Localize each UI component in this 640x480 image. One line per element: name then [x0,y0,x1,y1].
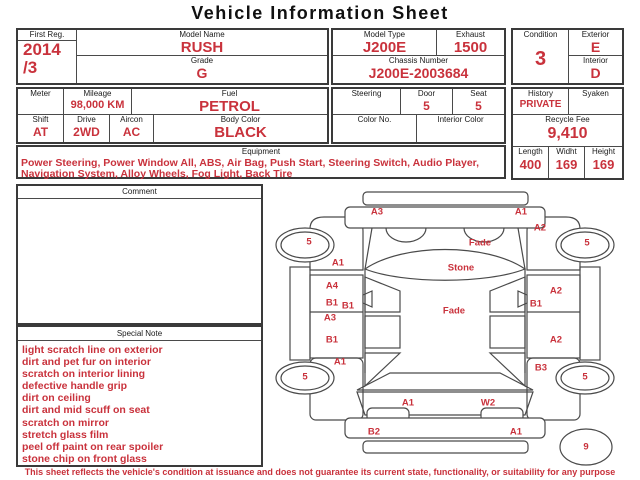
field-exterior-value: E [590,39,601,55]
damage-label: A1 [509,426,523,438]
field-length [513,147,549,178]
left-door-panels [310,275,363,358]
damage-label: B1 [325,297,339,309]
field-exterior [569,30,622,56]
special-note-box [16,325,263,467]
front-top-bar [363,192,528,205]
wheel-front-left [276,228,334,262]
field-interior [569,56,622,83]
damage-label: B1 [325,334,339,346]
headlight-right [464,228,504,242]
wheel-rear-left [276,362,334,394]
damage-label: 5 [582,371,588,383]
field-model-name [77,30,327,56]
field-model-type [333,30,437,56]
special-note-item: stone chip on front glass [22,452,147,465]
field-meter [18,89,64,115]
field-chassis-number [333,56,504,83]
field-model-type-label: Model Type [363,30,406,39]
field-grade-value: G [196,65,208,81]
headlight-left [386,228,426,242]
field-condition [513,30,569,83]
special-note-item: stretch glass film [22,428,109,441]
special-note-item: scratch on interior lining [22,368,146,381]
field-seat-label: Seat [470,89,487,98]
front-bumper [345,207,545,228]
field-mileage-value: 98,000 KM [70,99,125,111]
right-rear-window [490,316,525,348]
field-model-name-value: RUSH [180,39,224,56]
field-recycle-fee [513,115,622,147]
field-door-label: Door [417,89,436,98]
field-color-no [333,115,417,142]
field-shift [18,115,64,142]
field-history-value: PRIVATE [519,99,562,110]
mechanical-box [16,87,329,144]
field-chassis-number-value: J200E-2003684 [368,65,469,81]
damage-label: 5 [306,236,312,248]
field-model-name-label: Model Name [179,30,225,39]
right-door-panels [527,275,580,358]
rear-bottom-bar [363,441,528,453]
special-note-item: dirt and mid scuff on seat [22,404,150,417]
rear-window [357,373,533,390]
field-first-reg-label: First Reg. [18,30,76,41]
damage-label: B2 [367,426,381,438]
field-mileage-label: Mileage [83,89,112,98]
field-fuel-value: PETROL [199,98,260,115]
field-drive-label: Drive [77,115,96,124]
special-note-item: defective handle grip [22,380,128,393]
field-interior-color-label: Interior Color [437,115,484,124]
field-body-color [154,115,327,142]
comment-label: Comment [18,186,261,199]
special-note-item: scratch on mirror [22,416,109,429]
field-exhaust-label: Exhaust [456,30,485,39]
field-length-value: 400 [519,157,542,172]
field-exhaust-value: 1500 [453,39,488,56]
windshield [365,250,525,281]
field-chassis-number-label: Chassis Number [388,56,449,65]
field-fuel [132,89,327,115]
special-note-item: dirt on ceiling [22,392,91,405]
field-height-label: Height [591,147,616,156]
cabin-box [331,87,506,144]
field-seat-value: 5 [475,99,482,113]
field-condition-value: 3 [534,48,547,70]
field-widht-label: Widht [556,147,577,156]
left-sill-strip [290,267,310,360]
field-body-color-label: Body Color [220,115,261,124]
damage-label: A1 [331,257,345,269]
field-shift-label: Shift [32,115,49,124]
field-aircon-value: AC [122,125,141,139]
field-drive [64,115,110,142]
field-model-type-value: J200E [362,39,407,56]
field-first-reg-value-year: 2014 [23,40,61,59]
damage-label: Fade [442,305,466,317]
wheel-front-right [556,228,614,262]
special-note-item: peel off paint on rear spoiler [22,440,164,453]
disclaimer-text: This sheet reflects the vehicle's condition at issuance and does not guarantee its current state, functionality, or suitability for any purpose [24,467,616,477]
field-recycle-fee-label: Recycle Fee [545,115,590,124]
special-note-label: Special Note [18,327,261,341]
field-grade-label: Grade [190,56,214,65]
field-color-no-label: Color No. [357,115,392,124]
field-height-value: 169 [592,157,615,172]
field-first-reg-value-month: /3 [23,58,38,77]
field-widht [549,147,585,178]
damage-label: W2 [480,397,496,409]
field-interior-label: Interior [583,56,608,65]
field-body-color-value: BLACK [214,124,267,141]
field-meter-label: Meter [30,89,51,98]
rear-bumper [345,418,545,438]
field-widht-value: 169 [555,157,578,172]
field-aircon [110,115,154,142]
field-syaken-label: Syaken [582,89,609,98]
field-length-label: Length [518,147,543,156]
field-grade [77,56,327,83]
damage-label: A1 [333,356,347,368]
wheel-rear-right [556,362,614,394]
registration-box [16,28,329,85]
model-box [331,28,506,85]
history-box [511,87,624,180]
field-history [513,89,569,115]
left-quarter-panel [365,353,400,386]
equipment-label: Equipment [241,147,281,156]
special-note-item: light scratch line on exterior [22,344,163,356]
condition-box [511,28,624,85]
left-mirror [363,291,372,307]
field-syaken [569,89,622,115]
special-note-list [18,341,261,468]
damage-label: A1 [514,206,528,218]
field-exterior-label: Exterior [581,30,610,39]
damage-label: A3 [323,312,337,324]
right-quarter-panel [490,353,525,386]
field-steering-label: Steering [351,89,382,98]
damage-label: Fade [468,237,492,249]
damage-label: A1 [401,397,415,409]
field-condition-label: Condition [523,30,558,39]
field-exhaust [437,30,504,56]
special-note-item: dirt and pet fur on interior [22,356,151,369]
damage-label: A2 [533,222,547,234]
car-outline-svg [268,183,640,469]
equipment-box [16,145,506,179]
damage-label: A3 [370,206,384,218]
damage-label: A2 [549,285,563,297]
left-rear-window [365,316,400,348]
damage-label: B1 [341,300,355,312]
field-door-value: 5 [423,99,430,113]
vehicle-damage-diagram [268,183,640,469]
field-seat [453,89,504,115]
right-mirror [518,291,527,307]
damage-label: 9 [583,441,589,453]
page-title: Vehicle Information Sheet [191,3,449,23]
field-history-label: History [528,89,553,98]
damage-label: B1 [529,298,543,310]
equipment-value: Power Steering, Power Window All, ABS, Air Bag, Push Start, Steering Switch, Audio Player, Navigation System, Alloy Wheels, Fog Light, Back Tire [21,157,480,180]
field-door [401,89,453,115]
field-mileage [64,89,132,115]
damage-label: A2 [549,334,563,346]
spare-tire [560,429,612,465]
field-steering [333,89,401,115]
damage-label: B3 [534,362,548,374]
field-shift-value: AT [32,125,49,139]
right-sill-strip [580,267,600,360]
damage-label: 5 [302,371,308,383]
damage-label: 5 [584,237,590,249]
field-fuel-label: Fuel [221,89,238,98]
damage-label: Stone [447,262,475,274]
field-interior-color [417,115,504,142]
field-first-reg [18,30,77,83]
damage-label: A4 [325,280,339,292]
field-recycle-fee-value: 9,410 [547,125,588,142]
comment-box [16,184,263,325]
field-height [585,147,622,178]
field-drive-value: 2WD [73,125,100,139]
field-aircon-label: Aircon [120,115,143,124]
field-interior-value: D [590,65,601,81]
